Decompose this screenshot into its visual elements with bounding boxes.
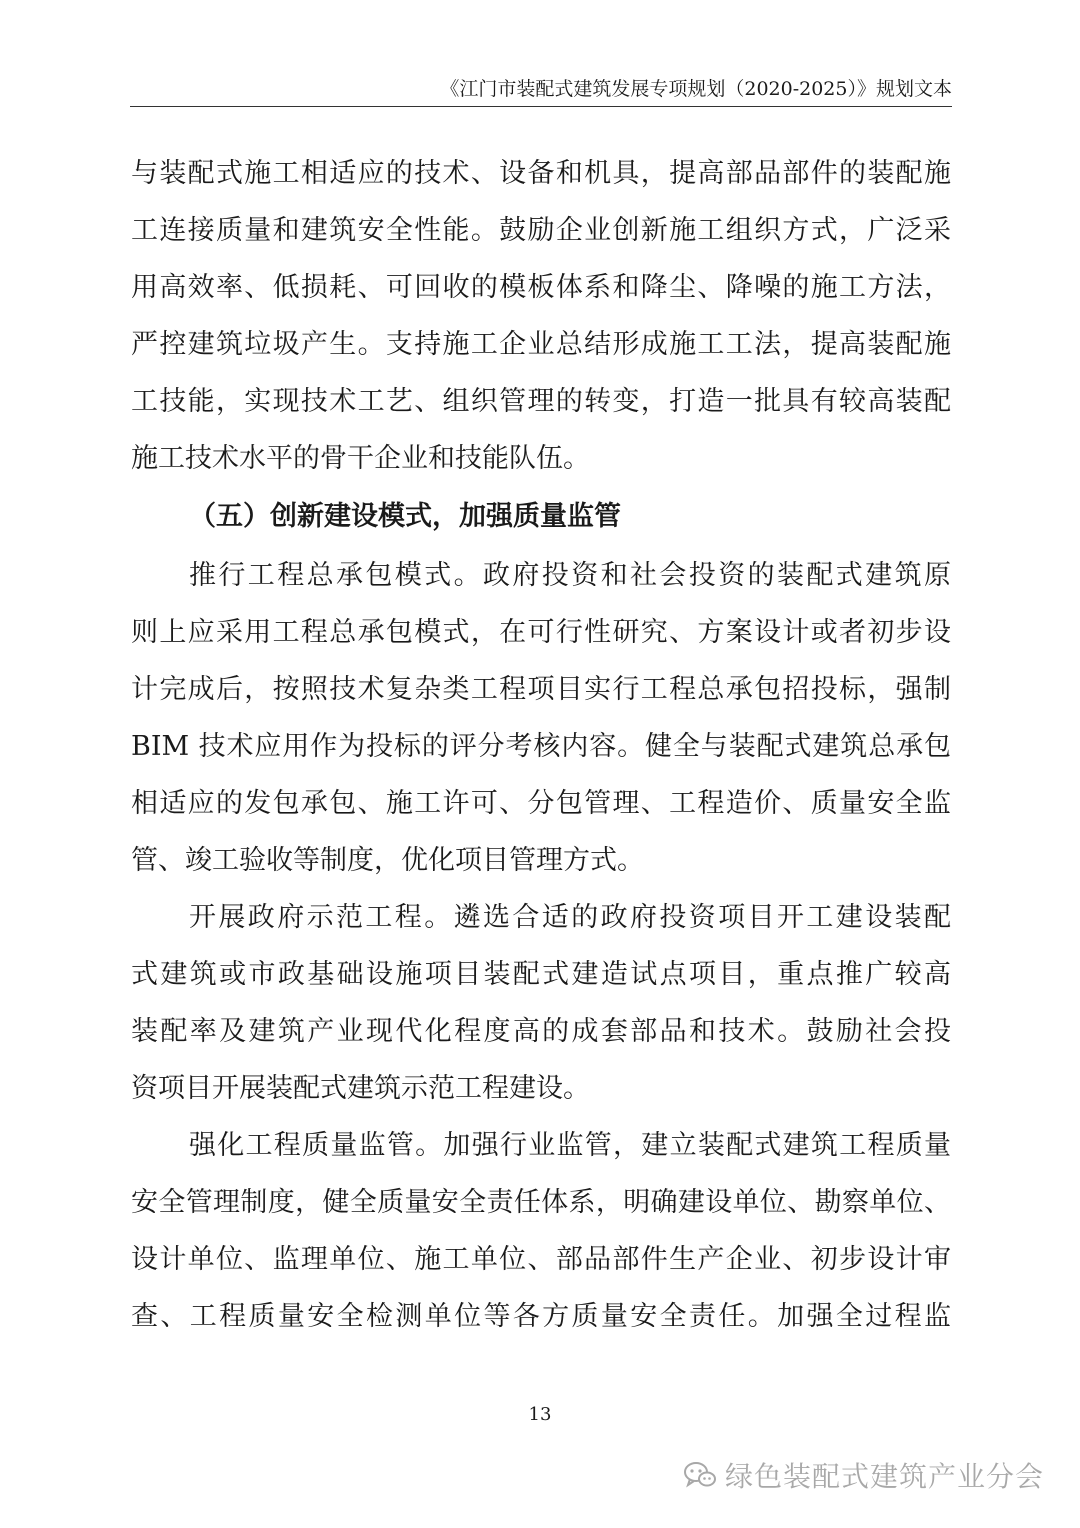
text-line: 施工技术水平的骨干企业和技能队伍。 [131, 443, 590, 474]
text-line: 式建筑或市政基础设施项目装配式建造试点项目，重点推广较高 [131, 959, 951, 990]
header-title: 《江门市装配式建筑发展专项规划（2020-2025）》规划文本 [440, 78, 952, 100]
text-line: 强化工程质量监管。加强行业监管，建立装配式建筑工程质量 [189, 1130, 951, 1161]
text-line: 工连接质量和建筑安全性能。鼓励企业创新施工组织方式，广泛采 [131, 215, 951, 246]
paragraph [131, 889, 951, 1117]
document-body [131, 145, 951, 1345]
watermark-text: 绿色装配式建筑产业分会 [724, 1460, 1044, 1493]
text-line: 设计单位、监理单位、施工单位、部品部件生产企业、初步设计审 [131, 1244, 951, 1275]
document-header [130, 76, 952, 107]
text-line: 资项目开展装配式建筑示范工程建设。 [131, 1073, 590, 1104]
text-line: 装配率及建筑产业现代化程度高的成套部品和技术。鼓励社会投 [131, 1016, 951, 1047]
text-line: 推行工程总承包模式。政府投资和社会投资的装配式建筑原 [189, 560, 951, 591]
text-line: 用高效率、低损耗、可回收的模板体系和降尘、降噪的施工方法， [131, 272, 951, 303]
text-line: 开展政府示范工程。遴选合适的政府投资项目开工建设装配 [189, 902, 951, 933]
text-line: BIM 技术应用作为投标的评分考核内容。健全与装配式建筑总承包 [131, 731, 951, 762]
text-line: 与装配式施工相适应的技术、设备和机具，提高部品部件的装配施 [131, 158, 951, 189]
text-line: 相适应的发包承包、施工许可、分包管理、工程造价、质量安全监 [131, 788, 951, 819]
paragraph [131, 547, 951, 889]
text-line: 则上应采用工程总承包模式，在可行性研究、方案设计或者初步设 [131, 617, 951, 648]
text-line: 管、竣工验收等制度，优化项目管理方式。 [131, 845, 644, 876]
text-line: 查、工程质量安全检测单位等各方质量安全责任。加强全过程监 [131, 1301, 951, 1332]
text-line: 严控建筑垃圾产生。支持施工企业总结形成施工工法，提高装配施 [131, 329, 951, 360]
watermark [683, 1455, 1044, 1495]
wechat-icon [683, 1460, 717, 1490]
paragraph [131, 145, 951, 487]
text-line: 工技能，实现技术工艺、组织管理的转变，打造一批具有较高装配 [131, 386, 951, 417]
text-line: 计完成后，按照技术复杂类工程项目实行工程总承包招投标，强制 [131, 674, 951, 705]
text-line: 安全管理制度，健全质量安全责任体系，明确建设单位、勘察单位、 [131, 1187, 951, 1218]
page-number: 13 [528, 1404, 552, 1425]
section-heading: （五）创新建设模式，加强质量监管 [189, 501, 621, 532]
paragraph [131, 1117, 951, 1345]
